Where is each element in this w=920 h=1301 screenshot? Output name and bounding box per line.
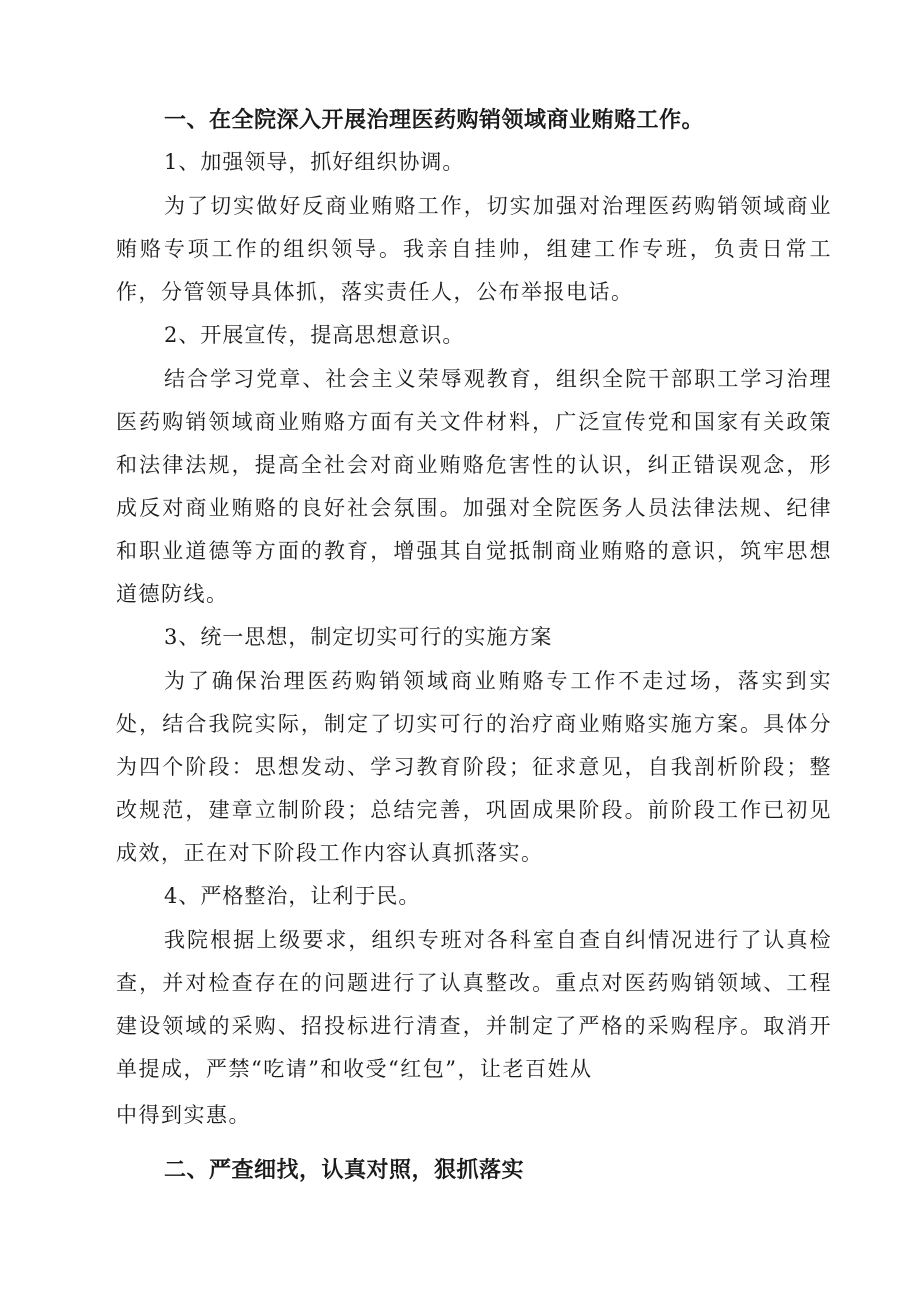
section-2-heading: 二、严查细找，认真对照，狠抓落实 bbox=[164, 1158, 525, 1183]
item-2-body: 结合学习党章、社会主义荣辱观教育，组织全院干部职工学习治理医药购销领域商业贿赂方面有关文件材料，广泛宣传党和国家有关政策和法律法规，提高全社会对商业贿赂危害性的认识，纠正错误观念，形成反对商业贿赂的良好社会氛围。加强对全院医务人员法律法规、纪律和职业道德等方面的教育，增强其自觉抵制商业贿赂的意识，筑牢思想道德防线。 bbox=[116, 367, 832, 606]
item-3-title: 3、统一思想，制定切实可行的实施方案 bbox=[164, 625, 553, 649]
item-1-title: 1、加强领导，抓好组织协调。 bbox=[164, 150, 465, 174]
section-1-heading: 一、在全院深入开展治理医药购销领域商业贿赂工作。 bbox=[164, 108, 705, 133]
item-4-body: 我院根据上级要求，组织专班对各科室自查自纠情况进行了认真检查，并对检查存在的问题进行了认真整改。重点对医药购销领域、工程建设领域的采购、招投标进行清查，并制定了严格的采购程序。取消开单提成，严禁“吃请”和收受“红包”，让老百姓从 bbox=[116, 928, 832, 1081]
item-3-body: 为了确保治理医药购销领域商业贿赂专工作不走过场，落实到实处，结合我院实际，制定了切实可行的治疗商业贿赂实施方案。具体分为四个阶段：思想发动、学习教育阶段；征求意见，自我剖析阶段；整改规范，建章立制阶段；总结完善，巩固成果阶段。前阶段工作已初见成效，正在对下阶段工作内容认真抓落实。 bbox=[116, 669, 832, 865]
item-4-title: 4、严格整治，让利于民。 bbox=[164, 884, 421, 908]
item-1-body: 为了切实做好反商业贿赂工作，切实加强对治理医药购销领域商业贿赂专项工作的组织领导。我亲自挂帅，组建工作专班，负责日常工作，分管领导具体抓，落实责任人，公布举报电话。 bbox=[116, 194, 832, 304]
item-4-body-tail: 中得到实惠。 bbox=[116, 1103, 251, 1127]
item-2-title: 2、开展宣传，提高思想意识。 bbox=[164, 323, 465, 347]
